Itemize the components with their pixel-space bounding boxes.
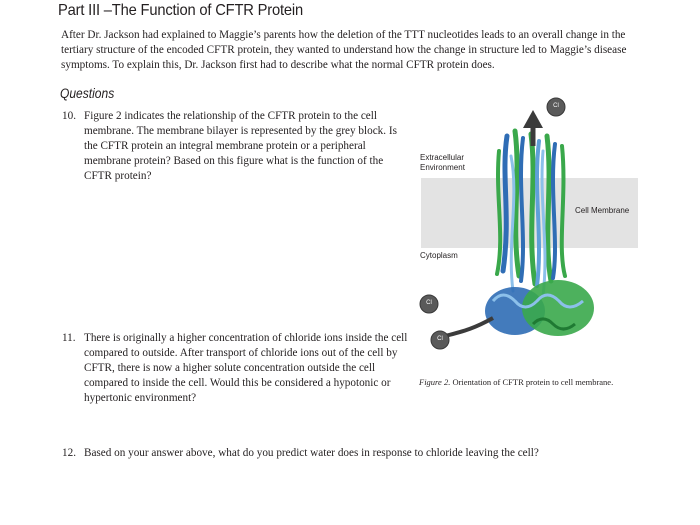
question-text: Figure 2 indicates the relationship of the CFTR protein to the cell membrane. The membrane bilayer is represented by the grey block. Is the CFTR protein an integral membrane protein or a peripheral membrane protein? Based on this figure what is the function of the CFTR protein? [84,110,397,182]
question-text: There is originally a higher concentration of chloride ions inside the cell compared to outside. After transport of chloride ions out of the cell by CFTR, there is now a higher solute concentration outside the cell compared to inside the cell. Would this be considered a hypotonic or hypertonic environment? [84,332,408,404]
cftr-illustration [415,96,655,376]
exit-arrow-head [523,110,543,128]
question-number: 11. [62,332,76,344]
chloride-label: Cl [426,300,432,306]
extracellular-label: Extracellular Environment [420,153,465,172]
cytoplasm-label: Cytoplasm [420,251,458,260]
questions-heading: Questions [60,85,115,101]
question-text: Based on your answer above, what do you predict water does in response to chloride leaving the cell? [84,447,539,459]
cell-membrane-label: Cell Membrane [575,206,630,215]
question-number: 10. [62,110,76,122]
caption-prefix: Figure 2. [419,377,451,387]
cftr-nbd [485,280,594,336]
entry-arrow [445,318,493,336]
question-number: 12. [62,447,76,459]
intro-paragraph: After Dr. Jackson had explained to Maggie’s parents how the deletion of the TTT nucleotides leads to an overall change in the tertiary structure of the encoded CFTR protein, they wanted to understand how the change in structure led to Maggie’s disease symptoms. To explain this, Dr. Jackson first had to describe what the normal CFTR protein does. [61,29,627,71]
caption-text: Orientation of CFTR protein to cell membrane. [452,377,614,387]
cftr-protein [497,131,565,296]
page-title: Part III –The Function of CFTR Protein [58,2,303,19]
chloride-label: Cl [553,103,559,109]
figure-2 [415,96,655,396]
figure-caption [419,377,659,387]
chloride-label: Cl [437,336,443,342]
